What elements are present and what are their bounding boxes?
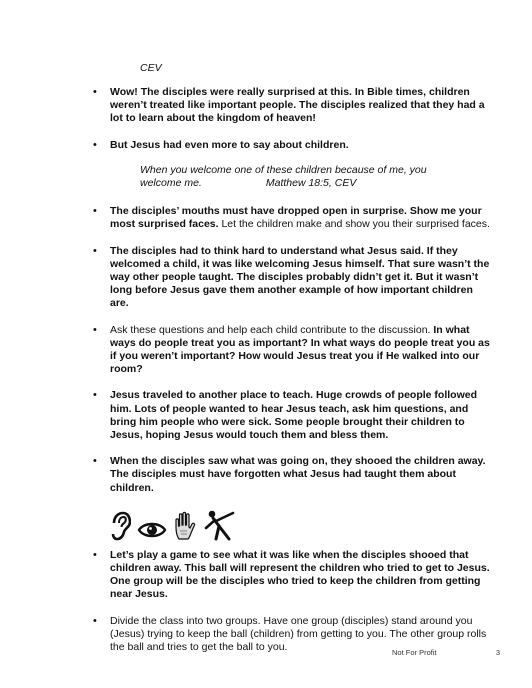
bullet-icon: •: [93, 455, 97, 468]
list-item: [93, 86, 493, 126]
bold-text: Wow! The disciples were really surprised at this. In Bible times, children weren’t treated like important people. The disciples realized that they had a lot to learn about the kingdom of heaven!: [110, 86, 485, 125]
normal-text: Ask these questions and help each child contribute to the discussion.: [110, 323, 434, 336]
senses-icon-row: [109, 509, 493, 541]
cev-continuation: CEV: [140, 62, 162, 74]
bullet-icon: •: [93, 205, 97, 218]
bullet-icon: •: [93, 138, 97, 151]
list-item: [93, 324, 493, 377]
hand-icon: [173, 511, 197, 541]
list-item: [93, 389, 493, 442]
list-item: [93, 245, 493, 311]
page-footer: [392, 648, 500, 657]
bold-text: When the disciples saw what was going on, they shooed the children away. The disciples must have forgotten what Jesus had taught them about children.: [110, 455, 486, 494]
scripture-quote: [140, 164, 470, 190]
page-number: 3: [495, 648, 500, 657]
bold-text: Let’s play a game to see what it was like when the disciples shooed that children away. This ball will represent the children who tried to get to Jesus. One group will be the disciples who tried to keep the children from getting near Jesus.: [110, 548, 490, 601]
list-item: [93, 205, 493, 231]
bullet-icon: •: [93, 244, 97, 257]
lesson-bullet-list: [93, 86, 493, 654]
bold-text: The disciples had to think hard to understand what Jesus said. If they welcomed a child, it was like welcoming Jesus himself. That sure wasn’t the way other people taught. The disciples probably didn’t get it. But it wasn’t long before Jesus gave them another example of how important children are.: [110, 244, 490, 310]
normal-text: Divide the class into two groups. Have one group (disciples) stand around you (Jesus) trying to keep the ball (children) from getting to you. The other group rolls the ball and tries to get the ball to you.: [110, 614, 487, 654]
bullet-icon: •: [93, 86, 97, 98]
bold-text: But Jesus had even more to say about children.: [110, 138, 349, 151]
normal-text: Let the children make and show you their surprised faces.: [218, 218, 490, 231]
bold-text: The disciples’ mouths must have dropped open in surprise. Show me your most surprised faces.: [110, 205, 482, 231]
bullet-icon: •: [93, 323, 97, 336]
list-item: [93, 549, 493, 602]
list-item: [93, 139, 493, 152]
bold-text: Jesus traveled to another place to teach. Huge crowds of people followed him. Lots of people wanted to hear Jesus teach, ask him questions, and bring him people who were sick. Some people brought their children to Jesus, hoping Jesus would touch them and bless them.: [110, 389, 477, 442]
quote-reference: Matthew 18:5, CEV: [265, 177, 357, 190]
stretching-figure-icon: [203, 509, 237, 541]
bullet-icon: •: [93, 614, 97, 627]
bold-text: In what ways do people treat you as important? In what ways do people treat you as if you weren’t important? How would Jesus treat you if He walked into our room?: [110, 323, 490, 376]
list-item: [93, 455, 493, 495]
bullet-icon: •: [93, 548, 97, 561]
bullet-icon: •: [93, 389, 97, 402]
footer-label: Not For Profit: [392, 648, 437, 657]
quote-text: When you welcome one of these children because of me, you welcome me.: [140, 163, 427, 190]
ear-icon: [109, 511, 131, 541]
eye-icon: [137, 519, 167, 541]
